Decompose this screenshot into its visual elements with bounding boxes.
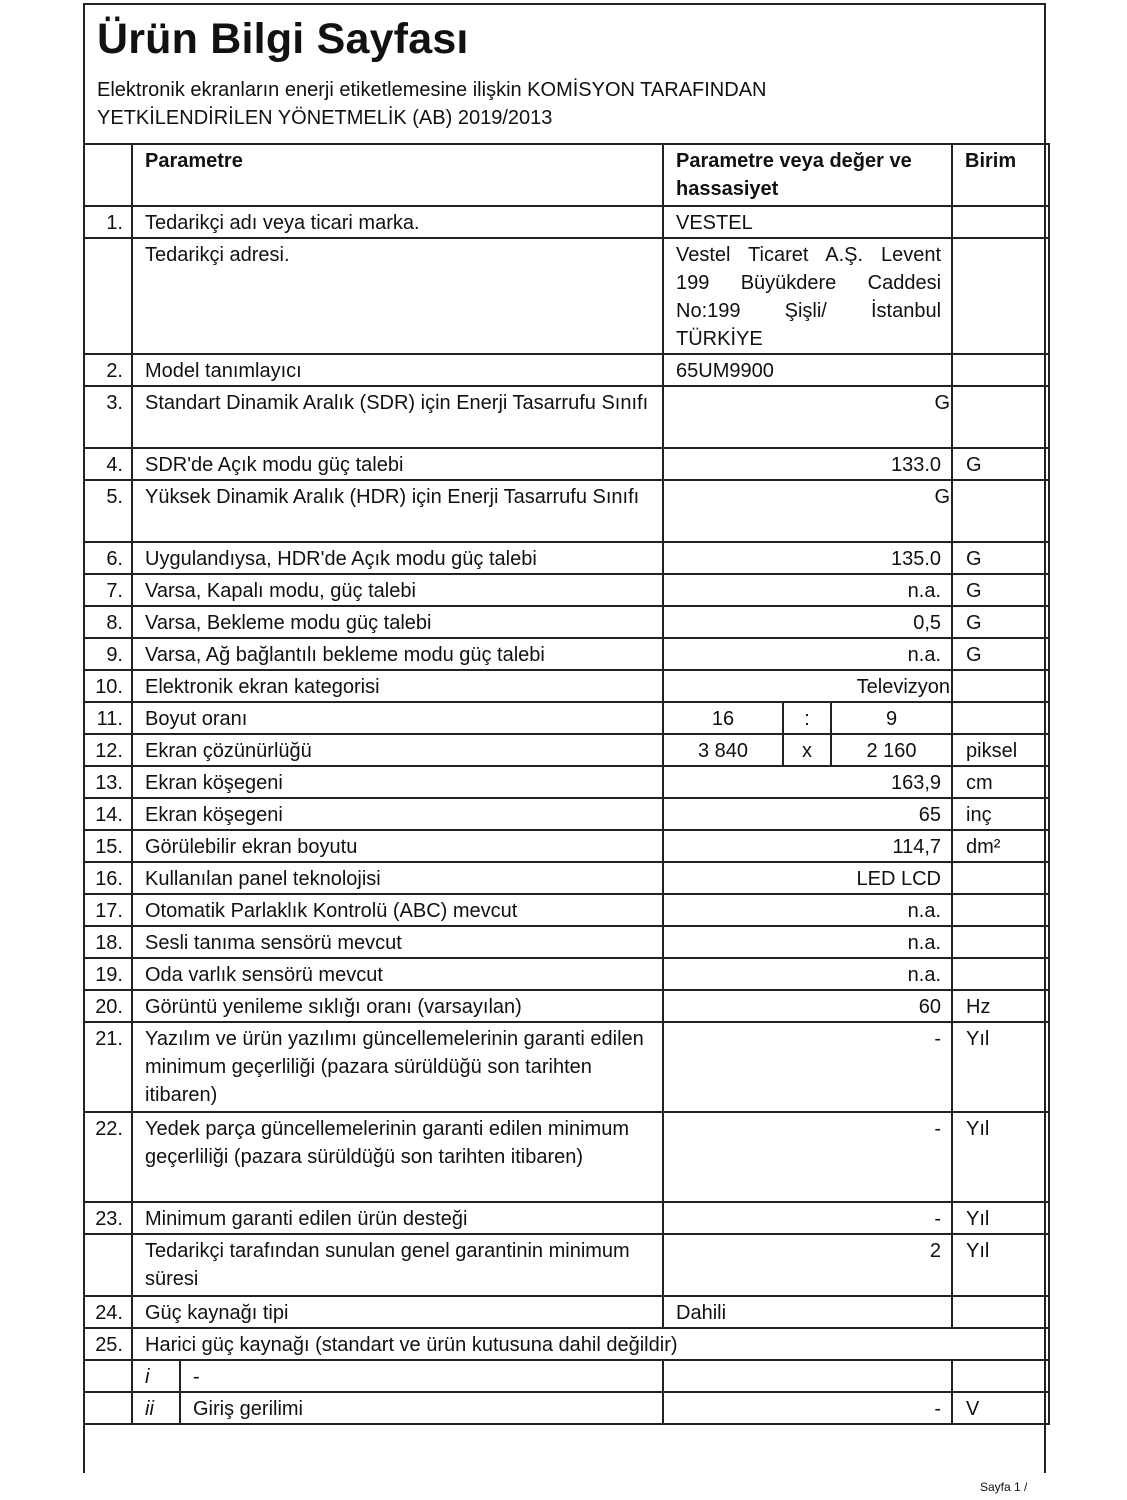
table-row [84,990,1049,1022]
row-number: 25. [84,1328,132,1360]
resolution-separator: x [783,734,831,766]
product-info-sheet [83,3,1046,1473]
row-value: 60 [663,990,952,1022]
table-row [84,206,1049,238]
table-row [84,1360,1049,1392]
row-number: 15. [84,830,132,862]
row-value: 163,9 [663,766,952,798]
table-row [84,238,1049,354]
row-number: 19. [84,958,132,990]
row-number: 20. [84,990,132,1022]
page-footer: Sayfa 1 / [980,1480,1028,1494]
row-number: 5. [84,480,132,542]
table-row [84,958,1049,990]
row-number: 3. [84,386,132,448]
row-unit [952,1296,1049,1328]
row-number: 7. [84,574,132,606]
row-unit [952,862,1049,894]
table-row [84,894,1049,926]
row-unit: G [952,574,1049,606]
row-value: 135.0 [663,542,952,574]
row-parameter: Elektronik ekran kategorisi [132,670,663,702]
row-number: 21. [84,1022,132,1112]
row-parameter: Yazılım ve ürün yazılımı güncellemelerinin garanti edilen minimum geçerliliği (pazara sürüldüğü son tarihten itibaren) [132,1022,663,1112]
row-number: 4. [84,448,132,480]
table-row [84,480,1049,542]
row-value: 133.0 [663,448,952,480]
row-value: n.a. [663,638,952,670]
row-number: 14. [84,798,132,830]
row-unit: Yıl [952,1234,1049,1296]
row-parameter: Boyut oranı [132,702,663,734]
row-unit: G [952,448,1049,480]
sub-item-label: i [132,1360,180,1392]
header-unit: Birim [952,144,1049,206]
table-row [84,862,1049,894]
row-parameter: Ekran köşegeni [132,798,663,830]
row-parameter: Güç kaynağı tipi [132,1296,663,1328]
row-value: Televizyon [663,670,952,702]
row-value: - [663,1392,952,1424]
row-parameter: Tedarikçi adı veya ticari marka. [132,206,663,238]
row-parameter: Varsa, Ağ bağlantılı bekleme modu güç talebi [132,638,663,670]
row-unit [952,206,1049,238]
sheet-header [85,5,1044,145]
row-number [84,238,132,354]
row-parameter: Standart Dinamik Aralık (SDR) için Enerji Tasarrufu Sınıfı [132,386,663,448]
row-parameter: Tedarikçi tarafından sunulan genel garantinin minimum süresi [132,1234,663,1296]
row-number: 12. [84,734,132,766]
table-row [84,574,1049,606]
row-value: 0,5 [663,606,952,638]
row-parameter: Tedarikçi adresi. [132,238,663,354]
row-value: - [663,1202,952,1234]
row-number [84,1360,132,1392]
row-unit [952,702,1049,734]
row-unit: piksel [952,734,1049,766]
row-value: - [663,1022,952,1112]
row-parameter: Model tanımlayıcı [132,354,663,386]
row-number: 16. [84,862,132,894]
table-row [84,1234,1049,1296]
subtitle-line-2: YETKİLENDİRİLEN YÖNETMELİK (AB) 2019/2013 [97,107,553,129]
row-unit [952,480,1049,542]
row-number: 13. [84,766,132,798]
table-row [84,926,1049,958]
row-number: 22. [84,1112,132,1202]
row-unit [952,670,1049,702]
row-number [84,1392,132,1424]
row-parameter: Ekran köşegeni [132,766,663,798]
row-unit: inç [952,798,1049,830]
table-row [84,1392,1049,1424]
sub-item-label: ii [132,1392,180,1424]
table-row [84,1112,1049,1202]
row-parameter: Otomatik Parlaklık Kontrolü (ABC) mevcut [132,894,663,926]
row-parameter: Oda varlık sensörü mevcut [132,958,663,990]
table-header-row [84,144,1049,206]
header-num-cell [84,144,132,206]
row-number: 17. [84,894,132,926]
row-value: n.a. [663,574,952,606]
table-row [84,830,1049,862]
row-unit: G [952,606,1049,638]
subtitle-line-1: Elektronik ekranların enerji etiketlemesine ilişkin KOMİSYON TARAFINDAN [97,79,767,101]
row-unit: Yıl [952,1202,1049,1234]
header-parameter: Parametre [132,144,663,206]
row-parameter: Giriş gerilimi [180,1392,663,1424]
row-unit [952,354,1049,386]
row-parameter: Harici güç kaynağı (standart ve ürün kutusuna dahil değildir) [132,1328,1049,1360]
row-parameter: Varsa, Kapalı modu, güç talebi [132,574,663,606]
row-unit [952,958,1049,990]
row-value: 114,7 [663,830,952,862]
row-number: 8. [84,606,132,638]
page-title: Ürün Bilgi Sayfası [97,15,469,63]
row-unit [952,1360,1049,1392]
row-unit: Hz [952,990,1049,1022]
row-value: n.a. [663,894,952,926]
row-parameter: Yedek parça güncellemelerinin garanti edilen minimum geçerliliği (pazara sürüldüğü son tarihten itibaren) [132,1112,663,1202]
row-parameter: Uygulandıysa, HDR'de Açık modu güç talebi [132,542,663,574]
row-value: G [663,480,952,542]
row-parameter: Görülebilir ekran boyutu [132,830,663,862]
table-row [84,542,1049,574]
table-row [84,448,1049,480]
row-value: 65UM9900 [663,354,952,386]
row-unit: Yıl [952,1112,1049,1202]
table-row [84,354,1049,386]
row-parameter: Görüntü yenileme sıklığı oranı (varsayılan) [132,990,663,1022]
row-value: - [663,1112,952,1202]
row-unit: V [952,1392,1049,1424]
row-unit [952,238,1049,354]
row-unit [952,386,1049,448]
row-number: 23. [84,1202,132,1234]
row-unit: G [952,638,1049,670]
row-unit [952,926,1049,958]
table-row [84,1202,1049,1234]
row-value: 2 [663,1234,952,1296]
row-parameter: - [180,1360,663,1392]
row-value: n.a. [663,926,952,958]
row-value: LED LCD [663,862,952,894]
table-row [84,638,1049,670]
row-unit: cm [952,766,1049,798]
table-row [84,606,1049,638]
row-unit: dm² [952,830,1049,862]
row-number: 24. [84,1296,132,1328]
row-parameter: Minimum garanti edilen ürün desteği [132,1202,663,1234]
row-unit: Yıl [952,1022,1049,1112]
table-row [84,386,1049,448]
resolution-height: 2 160 [831,734,952,766]
row-number: 9. [84,638,132,670]
row-number: 2. [84,354,132,386]
aspect-ratio-width: 16 [663,702,783,734]
table-row [84,1296,1049,1328]
row-number [84,1234,132,1296]
row-value: n.a. [663,958,952,990]
table-row [84,734,1049,766]
aspect-ratio-height: 9 [831,702,952,734]
row-value: VESTEL [663,206,952,238]
table-row [84,670,1049,702]
table-row [84,1022,1049,1112]
aspect-ratio-separator: : [783,702,831,734]
row-value: G [663,386,952,448]
row-number: 18. [84,926,132,958]
parameter-table [83,143,1050,1425]
row-parameter: Yüksek Dinamik Aralık (HDR) için Enerji Tasarrufu Sınıfı [132,480,663,542]
table-row [84,766,1049,798]
row-parameter: SDR'de Açık modu güç talebi [132,448,663,480]
row-value: 65 [663,798,952,830]
table-row [84,798,1049,830]
row-parameter: Kullanılan panel teknolojisi [132,862,663,894]
header-value: Parametre veya değer ve hassasiyet [663,144,952,206]
table-row [84,702,1049,734]
row-number: 6. [84,542,132,574]
supplier-address: Vestel Ticaret A.Ş. Levent 199 Büyükdere Caddesi No:199 Şişli/ İstanbul TÜRKİYE [663,238,952,354]
row-unit: G [952,542,1049,574]
row-number: 11. [84,702,132,734]
row-number: 1. [84,206,132,238]
row-unit [952,894,1049,926]
row-number: 10. [84,670,132,702]
row-value: Dahili [663,1296,952,1328]
row-parameter: Sesli tanıma sensörü mevcut [132,926,663,958]
regulation-subtitle [97,76,997,132]
row-value [663,1360,952,1392]
table-row [84,1328,1049,1360]
resolution-width: 3 840 [663,734,783,766]
row-parameter: Ekran çözünürlüğü [132,734,663,766]
row-parameter: Varsa, Bekleme modu güç talebi [132,606,663,638]
